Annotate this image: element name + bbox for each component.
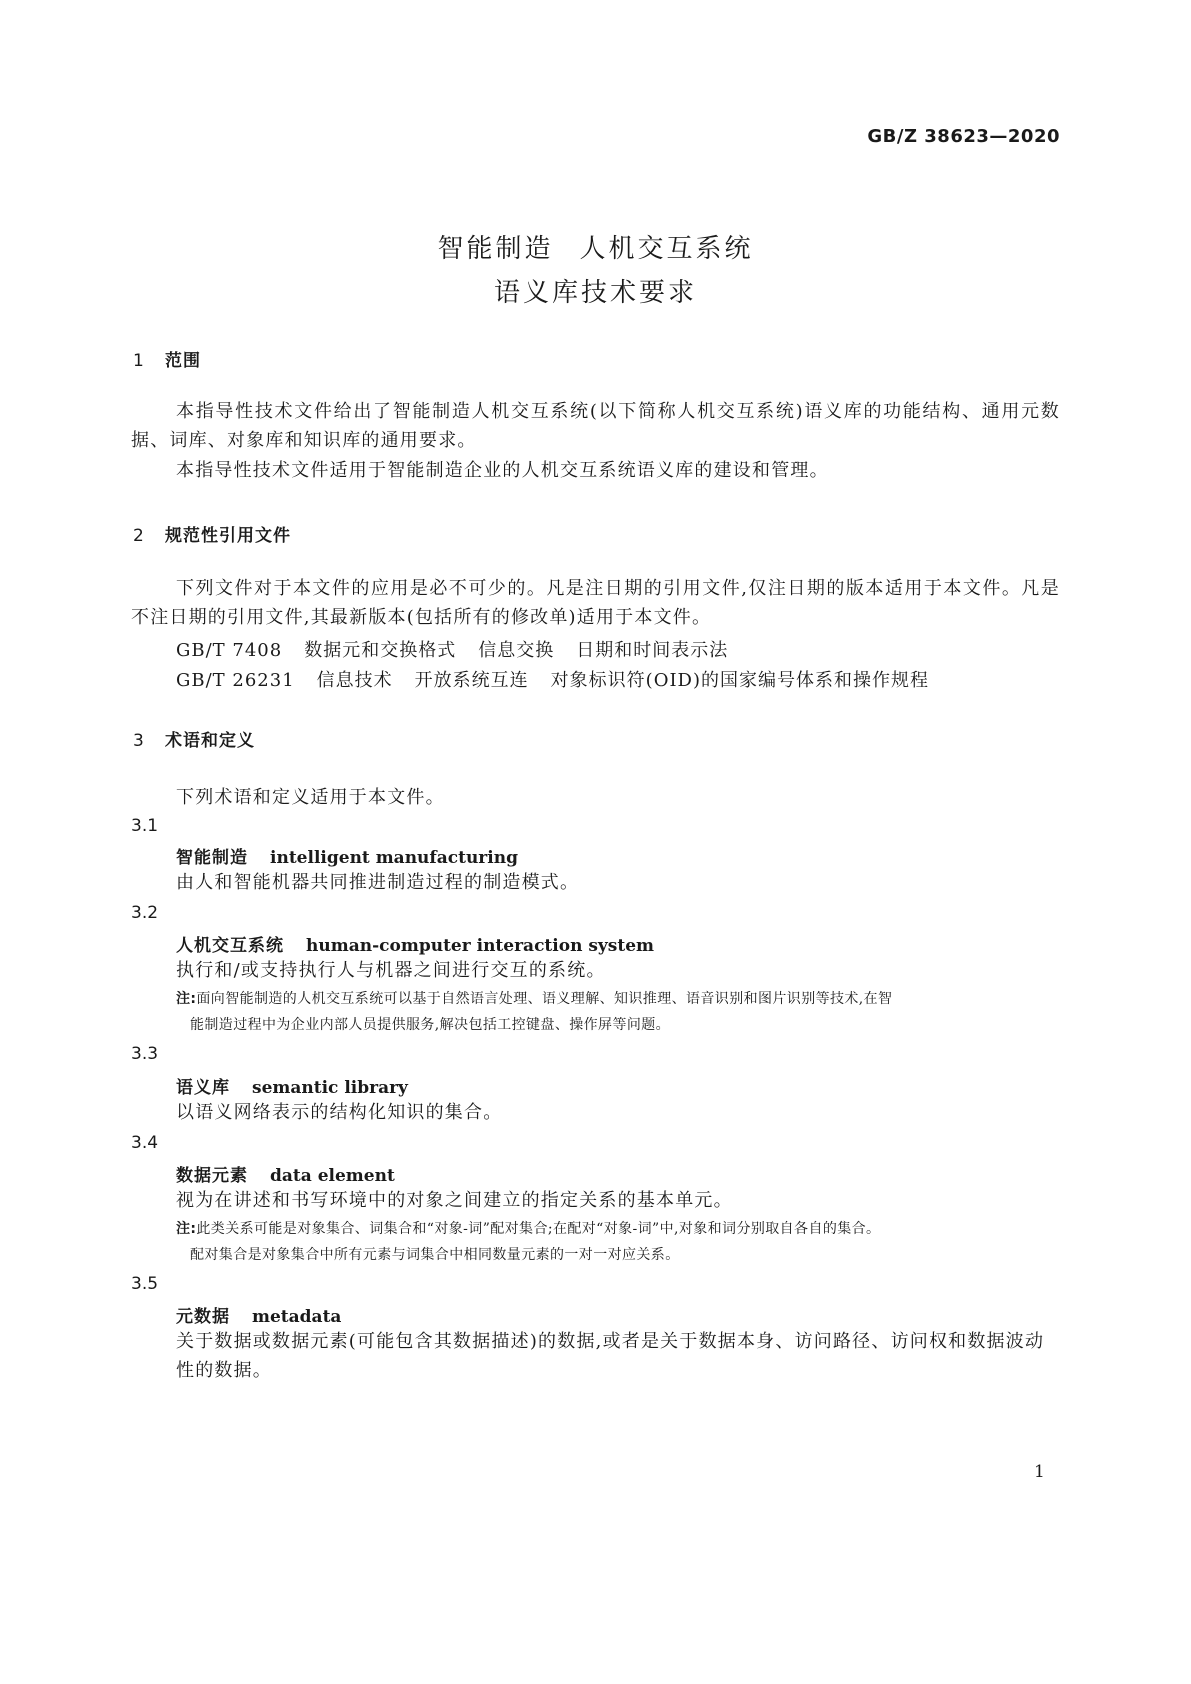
term-number: 3.3: [131, 1044, 159, 1064]
term-name: [176, 1302, 341, 1327]
title-part-2: 人机交互系统: [579, 234, 754, 264]
term-number: 3.5: [131, 1274, 159, 1294]
term-zh: 元数据: [176, 1307, 230, 1327]
reference-title-part: 信息技术: [316, 670, 393, 691]
term-definition: 关于数据或数据元素(可能包含其数据描述)的数据,或者是关于数据本身、访问路径、访问权和数据波动性的数据。: [176, 1331, 1045, 1381]
section-1-paragraph-2: 本指导性技术文件适用于智能制造企业的人机交互系统语义库的建设和管理。: [176, 460, 829, 481]
section-number: 3: [133, 731, 145, 751]
reference-item: [176, 666, 929, 692]
section-title: 术语和定义: [165, 731, 255, 751]
section-3-intro: 下列术语和定义适用于本文件。: [176, 787, 445, 808]
term-definition: 由人和智能机器共同推进制造过程的制造模式。: [176, 872, 580, 893]
reference-title-part: 信息交换: [478, 640, 555, 661]
term-en: semantic library: [252, 1078, 408, 1098]
document-title-line-1: [0, 228, 1191, 265]
note-text-line-1: 此类关系可能是对象集合、词集合和“对象-词”配对集合;在配对“对象-词”中,对象和词分别取自各自的集合。: [196, 1221, 881, 1237]
section-1-heading: [133, 346, 201, 371]
term-definition: 视为在讲述和书写环境中的对象之间建立的指定关系的基本单元。: [176, 1190, 733, 1211]
reference-title-part: 数据元和交换格式: [304, 640, 457, 661]
standard-number: GB/Z 38623—2020: [867, 126, 1060, 147]
page-number: 1: [1034, 1462, 1045, 1482]
term-zh: 语义库: [176, 1078, 230, 1098]
note-text-line-1: 面向智能制造的人机交互系统可以基于自然语言处理、语义理解、知识推理、语音识别和图片识别等技术,在智: [196, 991, 893, 1007]
section-title: 规范性引用文件: [165, 526, 291, 546]
section-3-heading: [133, 726, 255, 751]
note-label: 注:: [176, 991, 197, 1007]
term-en: human-computer interaction system: [306, 936, 655, 956]
reference-code: GB/T 7408: [176, 640, 283, 661]
term-definition: 执行和/或支持执行人与机器之间进行交互的系统。: [176, 960, 606, 981]
reference-item: [176, 636, 728, 662]
term-en: data element: [270, 1166, 395, 1186]
term-name: [176, 1073, 408, 1098]
term-en: metadata: [252, 1307, 342, 1327]
section-number: 2: [133, 526, 145, 546]
term-name: [176, 843, 518, 868]
term-zh: 数据元素: [176, 1166, 248, 1186]
section-title: 范围: [165, 351, 201, 371]
section-number: 1: [133, 351, 145, 371]
term-number: 3.1: [131, 816, 159, 836]
term-note: [176, 1216, 1060, 1268]
note-text-line-2: 能制造过程中为企业内部人员提供服务,解决包括工控键盘、操作屏等问题。: [190, 1017, 671, 1033]
term-zh: 人机交互系统: [176, 936, 284, 956]
term-name: [176, 1161, 395, 1186]
title-part-1: 智能制造: [437, 234, 554, 264]
section-2-paragraph-1: 下列文件对于本文件的应用是必不可少的。凡是注日期的引用文件,仅注日期的版本适用于本文件。凡是不注日期的引用文件,其最新版本(包括所有的修改单)适用于本文件。: [131, 578, 1060, 628]
term-definition: 以语义网络表示的结构化知识的集合。: [176, 1102, 503, 1123]
term-number: 3.2: [131, 903, 159, 923]
note-label: 注:: [176, 1221, 197, 1237]
section-2-heading: [133, 521, 291, 546]
note-text-line-2: 配对集合是对象集合中所有元素与词集合中相同数量元素的一对一对应关系。: [190, 1247, 680, 1263]
reference-title-part: 日期和时间表示法: [576, 640, 729, 661]
reference-title-part: 对象标识符(OID)的国家编号体系和操作规程: [550, 670, 930, 691]
term-zh: 智能制造: [176, 848, 248, 868]
reference-title-part: 开放系统互连: [414, 670, 529, 691]
term-note: [176, 986, 1060, 1038]
term-en: intelligent manufacturing: [270, 848, 518, 868]
term-name: [176, 931, 654, 956]
reference-code: GB/T 26231: [176, 670, 295, 691]
document-title-line-2: 语义库技术要求: [493, 278, 697, 308]
term-number: 3.4: [131, 1133, 159, 1153]
section-1-paragraph-1: 本指导性技术文件给出了智能制造人机交互系统(以下简称人机交互系统)语义库的功能结构、通用元数据、词库、对象库和知识库的通用要求。: [131, 401, 1060, 451]
